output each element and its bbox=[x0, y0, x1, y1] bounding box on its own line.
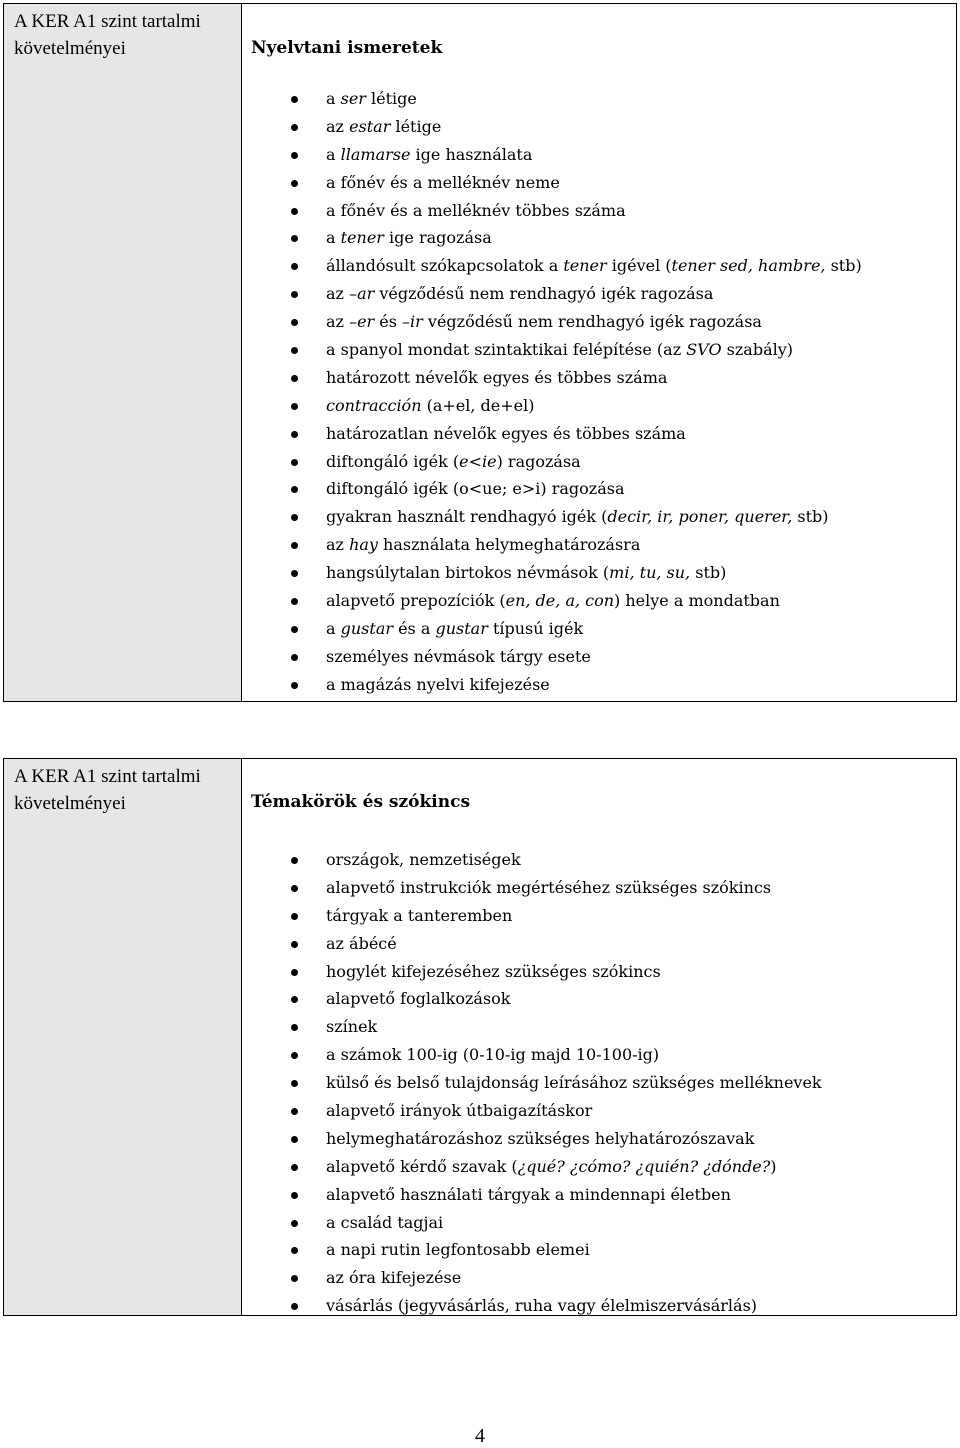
list-item: a gustar és a gustar típusú igék bbox=[242, 615, 956, 643]
list-item: állandósult szókapcsolatok a tener igével (tener sed, hambre, stb) bbox=[242, 252, 956, 280]
list-item: az –er és –ir végződésű nem rendhagyó igék ragozása bbox=[242, 308, 956, 336]
list-item: alapvető irányok útbaigazításkor bbox=[242, 1097, 956, 1125]
grammar-table bbox=[3, 3, 957, 702]
page-number: 4 bbox=[475, 1425, 485, 1447]
list-item: a főnév és a melléknév többes száma bbox=[242, 197, 956, 225]
list-item: alapvető kérdő szavak (¿qué? ¿cómo? ¿quién? ¿dónde?) bbox=[242, 1153, 956, 1181]
list-item: hangsúlytalan birtokos névmások (mi, tu, su, stb) bbox=[242, 559, 956, 587]
list-item: az ábécé bbox=[242, 930, 956, 958]
list-item: hogylét kifejezéséhez szükséges szókincs bbox=[242, 958, 956, 986]
list-item: alapvető prepozíciók (en, de, a, con) helye a mondatban bbox=[242, 587, 956, 615]
list-item: diftongáló igék (o<ue; e>i) ragozása bbox=[242, 475, 956, 503]
list-item: helymeghatározáshoz szükséges helyhatározószavak bbox=[242, 1125, 956, 1153]
list-item: határozott névelők egyes és többes száma bbox=[242, 364, 956, 392]
grammar-list bbox=[242, 85, 956, 699]
list-item: a főnév és a melléknév neme bbox=[242, 169, 956, 197]
list-item: vásárlás (jegyvásárlás, ruha vagy élelmiszervásárlás) bbox=[242, 1292, 956, 1320]
requirements-column bbox=[4, 4, 242, 701]
list-item: az óra kifejezése bbox=[242, 1264, 956, 1292]
list-item: személyes névmások tárgy esete bbox=[242, 643, 956, 671]
list-item: gyakran használt rendhagyó igék (decir, ir, poner, querer, stb) bbox=[242, 503, 956, 531]
list-item: színek bbox=[242, 1013, 956, 1041]
content-column bbox=[242, 4, 956, 701]
list-item: tárgyak a tanteremben bbox=[242, 902, 956, 930]
content-column bbox=[242, 759, 956, 1315]
list-item: alapvető használati tárgyak a mindennapi életben bbox=[242, 1181, 956, 1209]
list-item: az estar létige bbox=[242, 113, 956, 141]
list-item: az –ar végződésű nem rendhagyó igék ragozása bbox=[242, 280, 956, 308]
topics-table bbox=[3, 758, 957, 1316]
list-item: diftongáló igék (e<ie) ragozása bbox=[242, 448, 956, 476]
list-item: határozatlan névelők egyes és többes száma bbox=[242, 420, 956, 448]
list-item: a ser létige bbox=[242, 85, 956, 113]
requirements-heading: A KER A1 szint tartalmi követelményei bbox=[14, 11, 201, 59]
list-item: contracción (a+el, de+el) bbox=[242, 392, 956, 420]
list-item: a napi rutin legfontosabb elemei bbox=[242, 1236, 956, 1264]
section-heading: Nyelvtani ismeretek bbox=[251, 38, 443, 58]
list-item: alapvető foglalkozások bbox=[242, 985, 956, 1013]
requirements-column bbox=[4, 759, 242, 1315]
requirements-heading: A KER A1 szint tartalmi követelményei bbox=[14, 766, 201, 814]
list-item: a spanyol mondat szintaktikai felépítése (az SVO szabály) bbox=[242, 336, 956, 364]
list-item: a magázás nyelvi kifejezése bbox=[242, 671, 956, 699]
list-item: a számok 100-ig (0-10-ig majd 10-100-ig) bbox=[242, 1041, 956, 1069]
section-heading: Témakörök és szókincs bbox=[251, 792, 471, 812]
list-item: külső és belső tulajdonság leírásához szükséges melléknevek bbox=[242, 1069, 956, 1097]
list-item: országok, nemzetiségek bbox=[242, 846, 956, 874]
topics-list bbox=[242, 846, 956, 1320]
list-item: a család tagjai bbox=[242, 1209, 956, 1237]
list-item: a tener ige ragozása bbox=[242, 224, 956, 252]
list-item: a llamarse ige használata bbox=[242, 141, 956, 169]
list-item: alapvető instrukciók megértéséhez szükséges szókincs bbox=[242, 874, 956, 902]
list-item: az hay használata helymeghatározásra bbox=[242, 531, 956, 559]
